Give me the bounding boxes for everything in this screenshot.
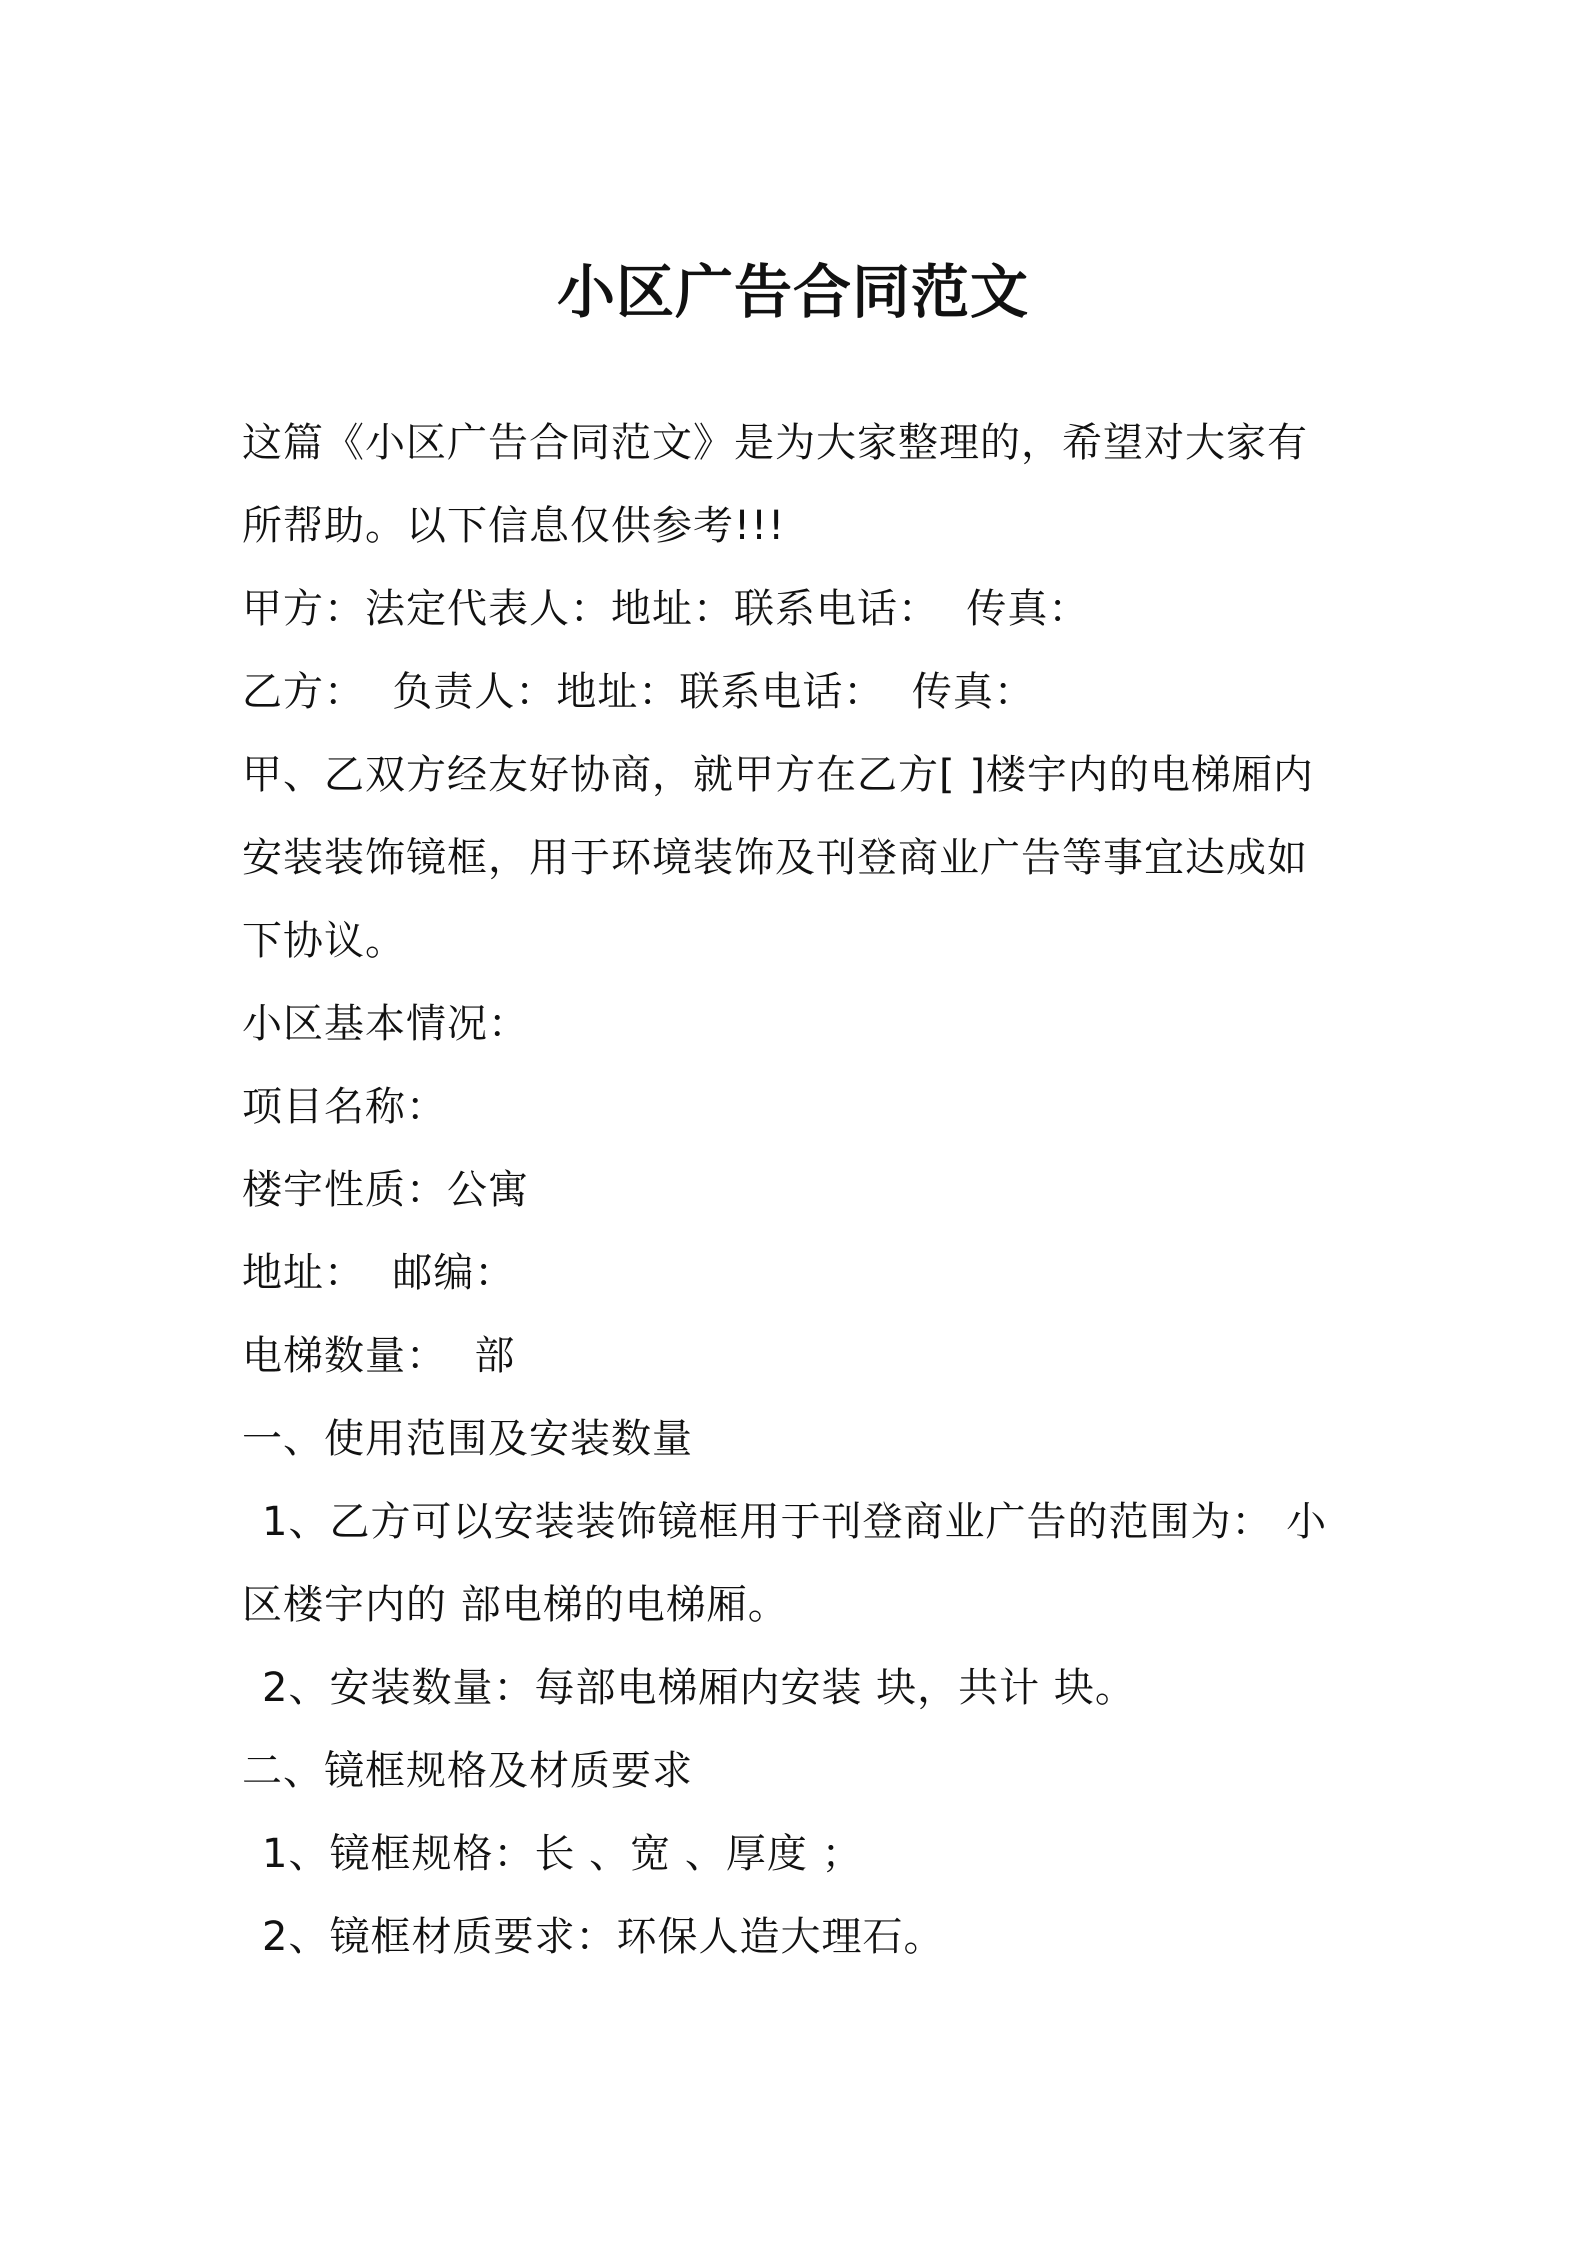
agreement-line-1: 甲、乙双方经友好协商，就甲方在乙方[ ]楼宇内的电梯厢内 [242,752,1314,798]
address-postcode-line: 地址： 邮编： [242,1250,516,1296]
party-a-line: 甲方：法定代表人：地址：联系电话： 传真： [242,586,1090,632]
quantity-clause-line: 2、安装数量：每部电梯厢内安装 块，共计 块。 [262,1665,1136,1711]
agreement-line-2: 安装装饰镜框，用于环境装饰及刊登商业广告等事宜达成如 [242,835,1308,881]
document-title: 小区广告合同范文 [556,258,1029,326]
community-basic-info-heading: 小区基本情况： [242,1001,529,1047]
section-two-heading: 二、镜框规格及材质要求 [242,1748,693,1794]
document-body [242,402,1362,1979]
intro-line-1: 这篇《小区广告合同范文》是为大家整理的，希望对大家有 [242,420,1308,466]
frame-material-line: 2、镜框材质要求：环保人造大理石。 [262,1914,945,1960]
elevator-count-line: 电梯数量： 部 [242,1333,516,1379]
agreement-line-3: 下协议。 [242,918,406,964]
scope-clause-line-1: 1、乙方可以安装装饰镜框用于刊登商业广告的范围为： 小 [262,1499,1328,1545]
intro-line-2: 所帮助。以下信息仅供参考!!! [242,503,786,549]
section-one-heading: 一、使用范围及安装数量 [242,1416,693,1462]
building-type-line: 楼宇性质：公寓 [242,1167,529,1213]
party-b-line: 乙方： 负责人：地址：联系电话： 传真： [242,669,1035,715]
project-name-line: 项目名称： [242,1084,447,1130]
frame-spec-line: 1、镜框规格：长 、宽 、厚度 ； [262,1831,863,1877]
scope-clause-line-2: 区楼宇内的 部电梯的电梯厢。 [242,1582,789,1628]
